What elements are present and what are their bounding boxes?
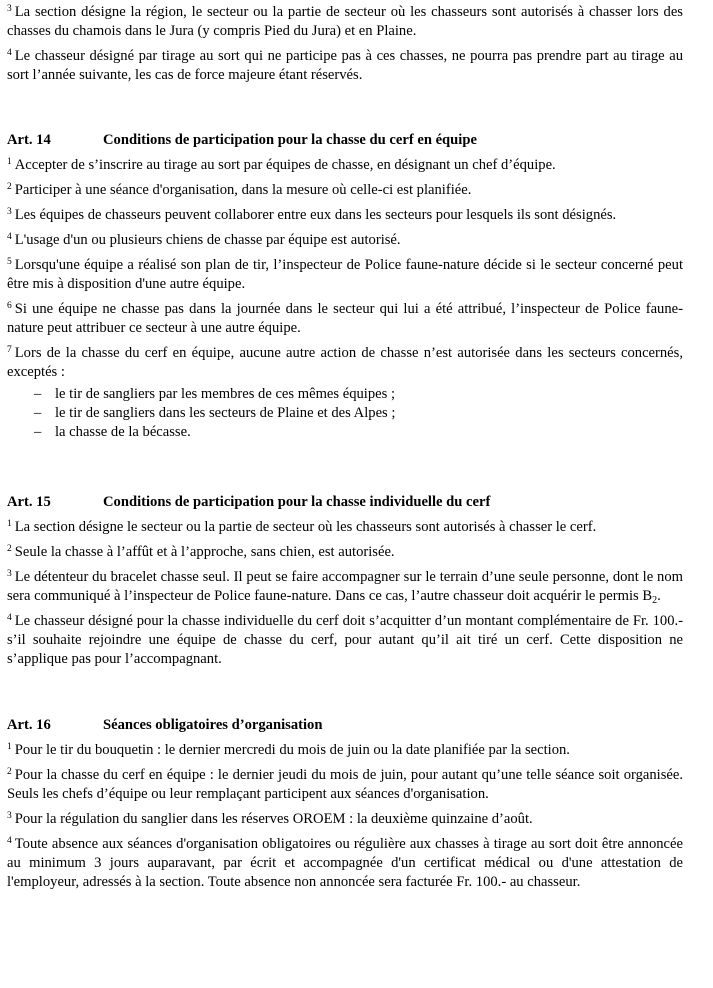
paragraph-text: Lors de la chasse du cerf en équipe, aucune autre action de chasse n’est autorisée dans les secteurs concernés, exceptés : <box>7 345 683 380</box>
paragraph <box>7 206 683 225</box>
paragraph <box>7 3 683 41</box>
paragraph-number: 3 <box>7 207 12 217</box>
paragraph-number: 3 <box>7 4 12 14</box>
list-item <box>34 385 683 404</box>
paragraph <box>7 835 683 892</box>
paragraph <box>7 543 683 562</box>
article-title: Séances obligatoires d’organisation <box>103 717 323 733</box>
article-number: Art. 15 <box>7 494 51 510</box>
paragraph-number: 1 <box>7 519 12 529</box>
article-heading <box>7 131 683 150</box>
paragraph-text-end: . <box>657 588 661 604</box>
paragraph-number: 5 <box>7 257 12 267</box>
paragraph <box>7 231 683 250</box>
paragraph-text: Le chasseur désigné pour la chasse individuelle du cerf doit s’acquitter d’un montant complémentaire de Fr. 100.- s’il souhaite rejoindre une équipe de chasse du cerf, pour autant qu’il ait tiré un cerf. Cette disposition ne s’applique pas pour l’accompagnant. <box>7 613 683 667</box>
paragraph-text: La section désigne le secteur ou la partie de secteur où les chasseurs sont autorisés à chasser le cerf. <box>14 519 597 535</box>
list-item-text: la chasse de la bécasse. <box>55 424 191 440</box>
paragraph-text: Le détenteur du bracelet chasse seul. Il peut se faire accompagner sur le terrain d’une seule personne, dont le nom sera communiqué à l’inspecteur de Police faune-nature. Dans ce cas, l’autre chasseur doit acquérir le permis B <box>7 569 683 604</box>
paragraph <box>7 344 683 382</box>
paragraph-text: Pour la régulation du sanglier dans les réserves OROEM : la deuxième quinzaine d’août. <box>14 811 533 827</box>
paragraph-text: Pour le tir du bouquetin : le dernier mercredi du mois de juin ou la date planifiée par la section. <box>14 742 570 758</box>
paragraph <box>7 256 683 294</box>
paragraph <box>7 300 683 338</box>
paragraph-number: 4 <box>7 48 12 58</box>
paragraph-text: Lorsqu'une équipe a réalisé son plan de tir, l’inspecteur de Police faune-nature décide si le secteur concerné peut être mis à disposition d'une autre équipe. <box>7 257 683 292</box>
article-title: Conditions de participation pour la chasse individuelle du cerf <box>103 494 491 510</box>
paragraph-number: 6 <box>7 301 12 311</box>
paragraph-number: 3 <box>7 569 12 579</box>
paragraph-text: Pour la chasse du cerf en équipe : le dernier jeudi du mois de juin, pour autant qu’une telle séance soit organisée. Seuls les chefs d’équipe ou leur remplaçant participent aux séances d'organisation. <box>7 767 683 802</box>
paragraph-number: 4 <box>7 232 12 242</box>
subscript: 2 <box>652 595 658 606</box>
paragraph-number: 1 <box>7 742 12 752</box>
paragraph-number: 7 <box>7 345 12 355</box>
paragraph <box>7 518 683 537</box>
paragraph-text: Si une équipe ne chasse pas dans la journée dans le secteur qui lui a été attribué, l’inspecteur de Police faune-nature peut attribuer ce secteur à une autre équipe. <box>7 301 683 336</box>
list-item-text: le tir de sangliers dans les secteurs de Plaine et des Alpes ; <box>55 405 396 421</box>
paragraph <box>7 181 683 200</box>
paragraph-number: 4 <box>7 613 12 623</box>
paragraph-text: L'usage d'un ou plusieurs chiens de chasse par équipe est autorisé. <box>14 232 401 248</box>
paragraph <box>7 568 683 606</box>
paragraph-number: 2 <box>7 182 12 192</box>
article-heading <box>7 493 683 512</box>
paragraph-number: 2 <box>7 544 12 554</box>
document-page <box>7 3 683 892</box>
dash-bullet: – <box>34 405 42 421</box>
article-heading <box>7 716 683 735</box>
paragraph <box>7 156 683 175</box>
paragraph-number: 2 <box>7 767 12 777</box>
paragraph <box>7 810 683 829</box>
paragraph-number: 1 <box>7 157 12 167</box>
paragraph <box>7 47 683 85</box>
paragraph-text: Le chasseur désigné par tirage au sort qui ne participe pas à ces chasses, ne pourra pas prendre part au tirage au sort l’année suivante, les cas de force majeure étant réservés. <box>7 48 683 83</box>
list-item <box>34 404 683 423</box>
dash-list <box>7 385 683 442</box>
article-title: Conditions de participation pour la chasse du cerf en équipe <box>103 132 477 148</box>
paragraph-text: Participer à une séance d'organisation, dans la mesure où celle-ci est planifiée. <box>14 182 472 198</box>
list-item-text: le tir de sangliers par les membres de ces mêmes équipes ; <box>55 386 396 402</box>
paragraph <box>7 612 683 669</box>
article-number: Art. 14 <box>7 132 51 148</box>
list-item <box>34 423 683 442</box>
paragraph-text: Les équipes de chasseurs peuvent collaborer entre eux dans les secteurs pour lesquels ils sont désignés. <box>14 207 617 223</box>
paragraph-text: Seule la chasse à l’affût et à l’approche, sans chien, est autorisée. <box>14 544 395 560</box>
article-number: Art. 16 <box>7 717 51 733</box>
paragraph-text: Toute absence aux séances d'organisation obligatoires ou régulière aux chasses à tirage au sort doit être annoncée au minimum 3 jours auparavant, par écrit et accompagnée d'un certificat médical ou d'une attestation de l'employeur, adressés à la section. Toute absence non annoncée sera facturée Fr. 100.- au chasseur. <box>7 836 683 890</box>
paragraph <box>7 766 683 804</box>
paragraph-text: La section désigne la région, le secteur ou la partie de secteur où les chasseurs sont autorisés à chasser lors des chasses du chamois dans le Jura (y compris Pied du Jura) et en Plaine. <box>7 4 683 39</box>
paragraph-text: Accepter de s’inscrire au tirage au sort par équipes de chasse, en désignant un chef d’équipe. <box>14 157 556 173</box>
paragraph-number: 3 <box>7 811 12 821</box>
dash-bullet: – <box>34 424 42 440</box>
dash-bullet: – <box>34 386 42 402</box>
paragraph-number: 4 <box>7 836 12 846</box>
paragraph <box>7 741 683 760</box>
